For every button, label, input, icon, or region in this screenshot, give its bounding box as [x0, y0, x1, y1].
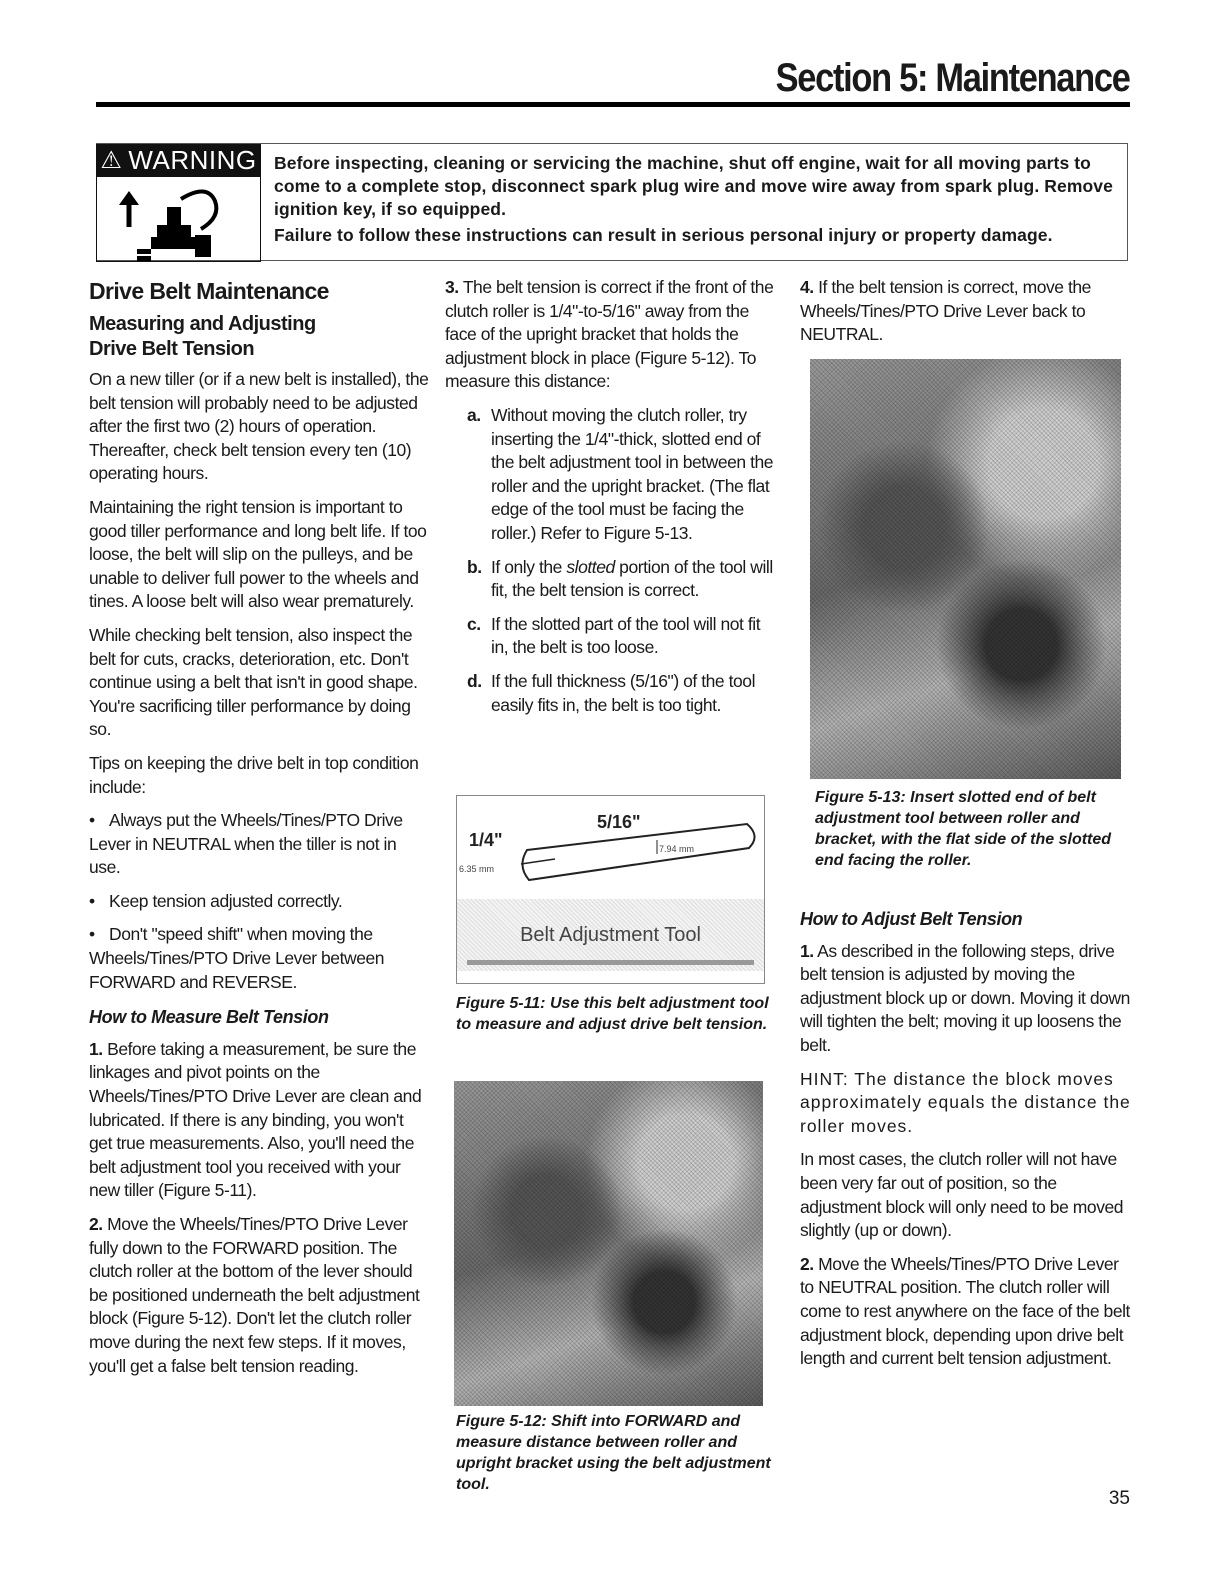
tool-rod: [467, 960, 754, 965]
sub-step-item: b. If only the slotted portion of the tool will fit, the belt tension is correct.: [467, 556, 773, 601]
subheading: Drive Belt Tension: [89, 338, 255, 360]
paragraph: While checking belt tension, also inspect the belt for cuts, cracks, deterioration, etc. Don't continue using a belt that isn't in good shape. You're sacrificing tiller performance by doing so.: [89, 624, 418, 740]
dimension-label-mm-small: 6.35 mm: [459, 864, 495, 874]
step-item: 3. The belt tension is correct if the front of the clutch roller is 1/4"-to-5/16" away from the face of the upright bracket that holds the adjustment block in place (Figure 5-12). To measure this distance:: [445, 277, 774, 392]
paragraph: In most cases, the clutch roller will not have been very far out of position, so the adjustment block will only need to be moved slightly (up or down).: [800, 1149, 1124, 1241]
sub-step-item: c. If the slotted part of the tool will not fit in, the belt is too loose.: [467, 613, 761, 658]
dimension-label-mm-large: 7.94 mm: [659, 844, 695, 854]
warning-text: Before inspecting, cleaning or servicing the machine, shut off engine, wait for all moving parts to come to a complete stop, disconnect spark plug wire and move wire away from spark plug. Remove ignition key, if so equipped.: [274, 153, 1113, 219]
dimension-label-quarter: 1/4": [469, 830, 503, 850]
column-3-lower: [800, 908, 1135, 1381]
sub-step-item: d. If the full thickness (5/16") of the tool easily fits in, the belt is too tight.: [467, 670, 756, 715]
tool-name-label: Belt Adjustment Tool: [520, 923, 701, 946]
bullet-icon: •: [89, 810, 95, 831]
spark-plug-disconnect-icon: [96, 177, 261, 262]
warning-label-text: WARNING: [128, 145, 257, 175]
step-item: 4. If the belt tension is correct, move the Wheels/Tines/PTO Drive Lever back to NEUTRAL.: [800, 277, 1091, 345]
warning-box: [96, 143, 1128, 261]
dimension-label-five-sixteenths: 5/16": [597, 812, 641, 832]
figure-caption: Figure 5-13: Insert slotted end of belt adjustment tool between roller and bracket, with the flat side of the slotted end facing the roller.: [815, 789, 1112, 869]
figure-caption: Figure 5-12: Shift into FORWARD and measure distance between roller and upright bracket using the belt adjustment tool.: [456, 1413, 771, 1493]
warning-consequence: Failure to follow these instructions can result in serious personal injury or property damage.: [274, 225, 1053, 245]
subsection-heading: How to Measure Belt Tension: [89, 1007, 329, 1028]
step-item: 1. As described in the following steps, drive belt tension is adjusted by moving the adjustment block up or down. Moving it down will tighten the belt; moving it up loosens the belt.: [800, 940, 1130, 1055]
warning-triangle-icon: ⚠: [100, 147, 123, 174]
warning-label: [96, 144, 261, 177]
section-heading: Drive Belt Maintenance: [89, 278, 329, 304]
bullet-icon: •: [89, 924, 95, 945]
sub-step-item: a. Without moving the clutch roller, try inserting the 1/4"-thick, slotted end of the belt adjustment tool in between the roller and the upright bracket. (The flat edge of the tool must be facing the roller.) Refer to Figure 5-13.: [467, 404, 774, 543]
figure-caption: Figure 5-11: Use this belt adjustment tool to measure and adjust drive belt tension.: [456, 995, 769, 1033]
page-title: Section 5: Maintenance: [776, 56, 1130, 100]
bullet-item: • Always put the Wheels/Tines/PTO Drive Lever in NEUTRAL when the tiller is not in use.: [89, 810, 403, 878]
step-item: 2. Move the Wheels/Tines/PTO Drive Lever to NEUTRAL position. The clutch roller will come to rest anywhere on the face of the belt adjustment block, depending upon drive belt length and current belt tension adjustment.: [800, 1253, 1130, 1369]
hint-paragraph: HINT: The distance the block moves approximately equals the distance the roller moves.: [800, 1068, 1131, 1136]
column-3: [800, 276, 1135, 357]
header-rule: [96, 102, 1130, 107]
page-number: 35: [1108, 1488, 1130, 1509]
bullet-icon: •: [89, 890, 95, 911]
paragraph: Tips on keeping the drive belt in top condition include:: [89, 752, 419, 797]
step-item: 1. Before taking a measurement, be sure the linkages and pivot points on the Wheels/Tines/PTO Drive Lever are clean and lubricated. If there is any binding, you won't get true measurements. Also, you'll need the belt adjustment tool you received with your new tiller (Figure 5-11).: [89, 1038, 422, 1201]
column-1: [89, 276, 429, 1388]
subheading: Measuring and Adjusting: [89, 313, 316, 335]
subsection-heading: How to Adjust Belt Tension: [800, 909, 1023, 929]
insert-tool-photo: [810, 359, 1121, 779]
bullet-item: • Don't "speed shift" when moving the Wheels/Tines/PTO Drive Lever between FORWARD and REVERSE.: [89, 924, 385, 992]
paragraph: On a new tiller (or if a new belt is installed), the belt tension will probably need to be adjusted after the first two (2) hours of operation. Thereafter, check belt tension every ten (10) operating hours.: [89, 369, 429, 484]
paragraph: Maintaining the right tension is important to good tiller performance and long belt life. If too loose, the belt will slip on the pulleys, and be unable to deliver full power to the wheels and tines. A loose belt will also wear prematurely.: [89, 496, 427, 612]
column-2: [445, 276, 780, 727]
bullet-item: • Keep tension adjusted correctly.: [89, 890, 429, 914]
step-item: 2. Move the Wheels/Tines/PTO Drive Lever fully down to the FORWARD position. The clutch roller at the bottom of the lever should be positioned underneath the belt adjustment block (Figure 5-12). Don't let the clutch roller move during the next few steps. If it moves, you'll get a false belt tension reading.: [89, 1214, 420, 1376]
belt-tool-figure: [456, 795, 765, 984]
forward-position-photo: [454, 1081, 763, 1406]
